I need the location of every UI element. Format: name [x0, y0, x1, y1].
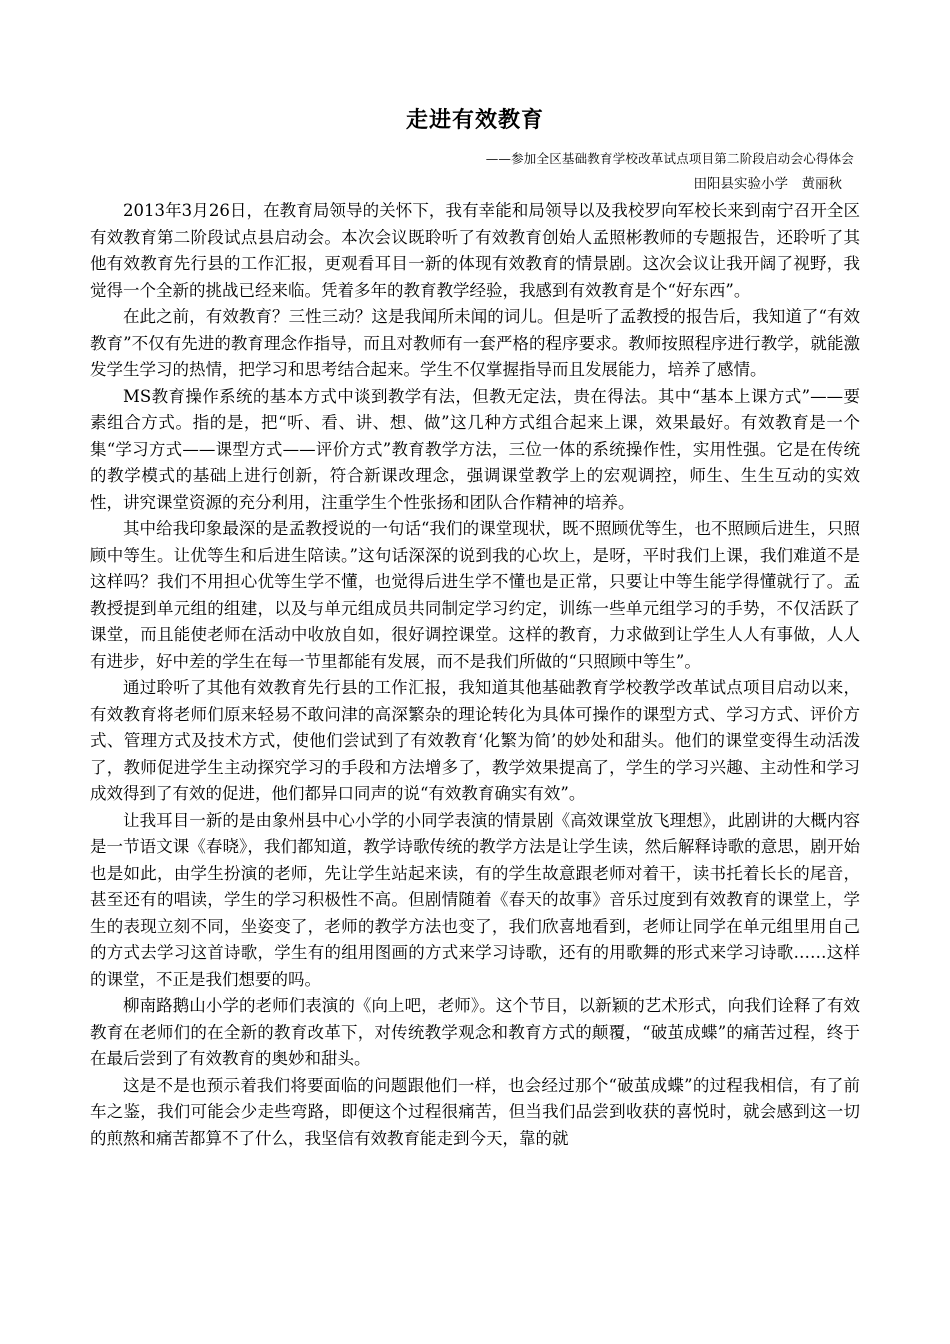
paragraph: 在此之前，有效教育？三性三动？这是我闻所未闻的词儿。但是听了孟教授的报告后，我知道了“有效教育”不仅有先进的教育理念作指导，而且对教师有一套严格的程序要求。教师按照程序进行教学，就能激发学生学习的热情，把学习和思考结合起来。学生不仅掌握指导而且发展能力，培养了感情。	[90, 307, 860, 379]
article-body	[90, 198, 860, 1152]
author-line: 田阳县实验小学 黄丽秋	[693, 176, 842, 192]
paragraph: 让我耳目一新的是由象州县中心小学的小同学表演的情景剧《高效课堂放飞理想》，此剧讲的大概内容是一节语文课《春晓》，我们都知道，教学诗歌传统的教学方法是让学生读，然后解释诗歌的意思，剧开始也是如此，由学生扮演的老师，先让学生站起来读，有的学生故意跟老师对着干，读书托着长长的尾音，甚至还有的唱读，学生的学习积极性不高。但剧情随着《春天的故事》音乐过度到有效教育的课堂上，学生的表现立刻不同，坐姿变了，老师的教学方法也变了，我们欣喜地看到，老师让同学在单元组里用自己的方式去学习这首诗歌，学生有的组用图画的方式来学习诗歌，还有的用歌舞的形式来学习诗歌……这样的课堂，不正是我们想要的吗。	[90, 810, 860, 989]
paragraph: 2013年3月26日，在教育局领导的关怀下，我有幸能和局领导以及我校罗向军校长来到南宁召开全区有效教育第二阶段试点县启动会。本次会议既聆听了有效教育创始人孟照彬教师的专题报告，还聆听了其他有效教育先行县的工作汇报，更观看耳目一新的体现有效教育的情景剧。这次会议让我开阔了视野，我觉得一个全新的挑战已经来临。凭着多年的教育教学经验，我感到有效教育是个“好东西”。	[90, 201, 860, 300]
paragraph: 其中给我印象最深的是孟教授说的一句话“我们的课堂现状，既不照顾优等生，也不照顾后进生，只照顾中等生。让优等生和后进生陪读。”这句话深深的说到我的心坎上，是呀，平时我们上课，我们难道不是这样吗？我们不用担心优等生学不懂，也觉得后进生学不懂也是正常，只要让中等生能学得懂就行了。孟教授提到单元组的组建，以及与单元组成员共同制定学习约定，训练一些单元组学习的手势，不仅活跃了课堂，而且能使老师在活动中收放自如，很好调控课堂。这样的教育，力求做到让学生人人有事做，人人有进步，好中差的学生在每一节里都能有发展，而不是我们所做的“只照顾中等生”。	[90, 519, 860, 671]
paragraph: 这是不是也预示着我们将要面临的问题跟他们一样，也会经过那个“破茧成蝶”的过程我相信，有了前车之鉴，我们可能会少走些弯路，即便这个过程很痛苦，但当我们品尝到收获的喜悦时，就会感到这一切的煎熬和痛苦都算不了什么，我坚信有效教育能走到今天，靠的就	[90, 1075, 860, 1148]
paragraph: MS教育操作系统的基本方式中谈到教学有法，但教无定法，贵在得法。其中“基本上课方式”——要素组合方式。指的是，把“听、看、讲、想、做”这几种方式组合起来上课，效果最好。有效教育是一个集“学习方式——课型方式——评价方式”教育教学方法，三位一体的系统操作性，实用性强。它是在传统的教学模式的基础上进行创新，符合新课改理念，强调课堂教学上的宏观调控，师生、生生互动的实效性，讲究课堂资源的充分利用，注重学生个性张扬和团队合作精神的培养。	[90, 386, 860, 512]
paragraph: 柳南路鹅山小学的老师们表演的《向上吧，老师》。这个节目，以新颖的艺术形式，向我们诠释了有效教育在老师们的在全新的教育改革下，对传统教学观念和教育方式的颠覆，“破茧成蝶”的痛苦过程，终于在最后尝到了有效教育的奥妙和甜头。	[90, 996, 860, 1068]
document-subtitle: ——参加全区基础教育学校改革试点项目第二阶段启动会心得体会	[485, 151, 854, 166]
paragraph: 通过聆听了其他有效教育先行县的工作汇报，我知道其他基础教育学校教学改革试点项目启动以来，有效教育将老师们原来轻易不敢问津的高深繁杂的理论转化为具体可操作的课型方式、学习方式、评价方式、管理方式及技术方式，使他们尝试到了有效教育‘化繁为简’的妙处和甜头。他们的课堂变得生动活泼了，教师促进学生主动探究学习的手段和方法增多了，教学效果提高了，学生的学习兴趣、主动性和学习成效得到了有效的促进，他们都异口同声的说“有效教育确实有效”。	[90, 678, 860, 803]
document-title: 走进有效教育	[405, 108, 544, 133]
